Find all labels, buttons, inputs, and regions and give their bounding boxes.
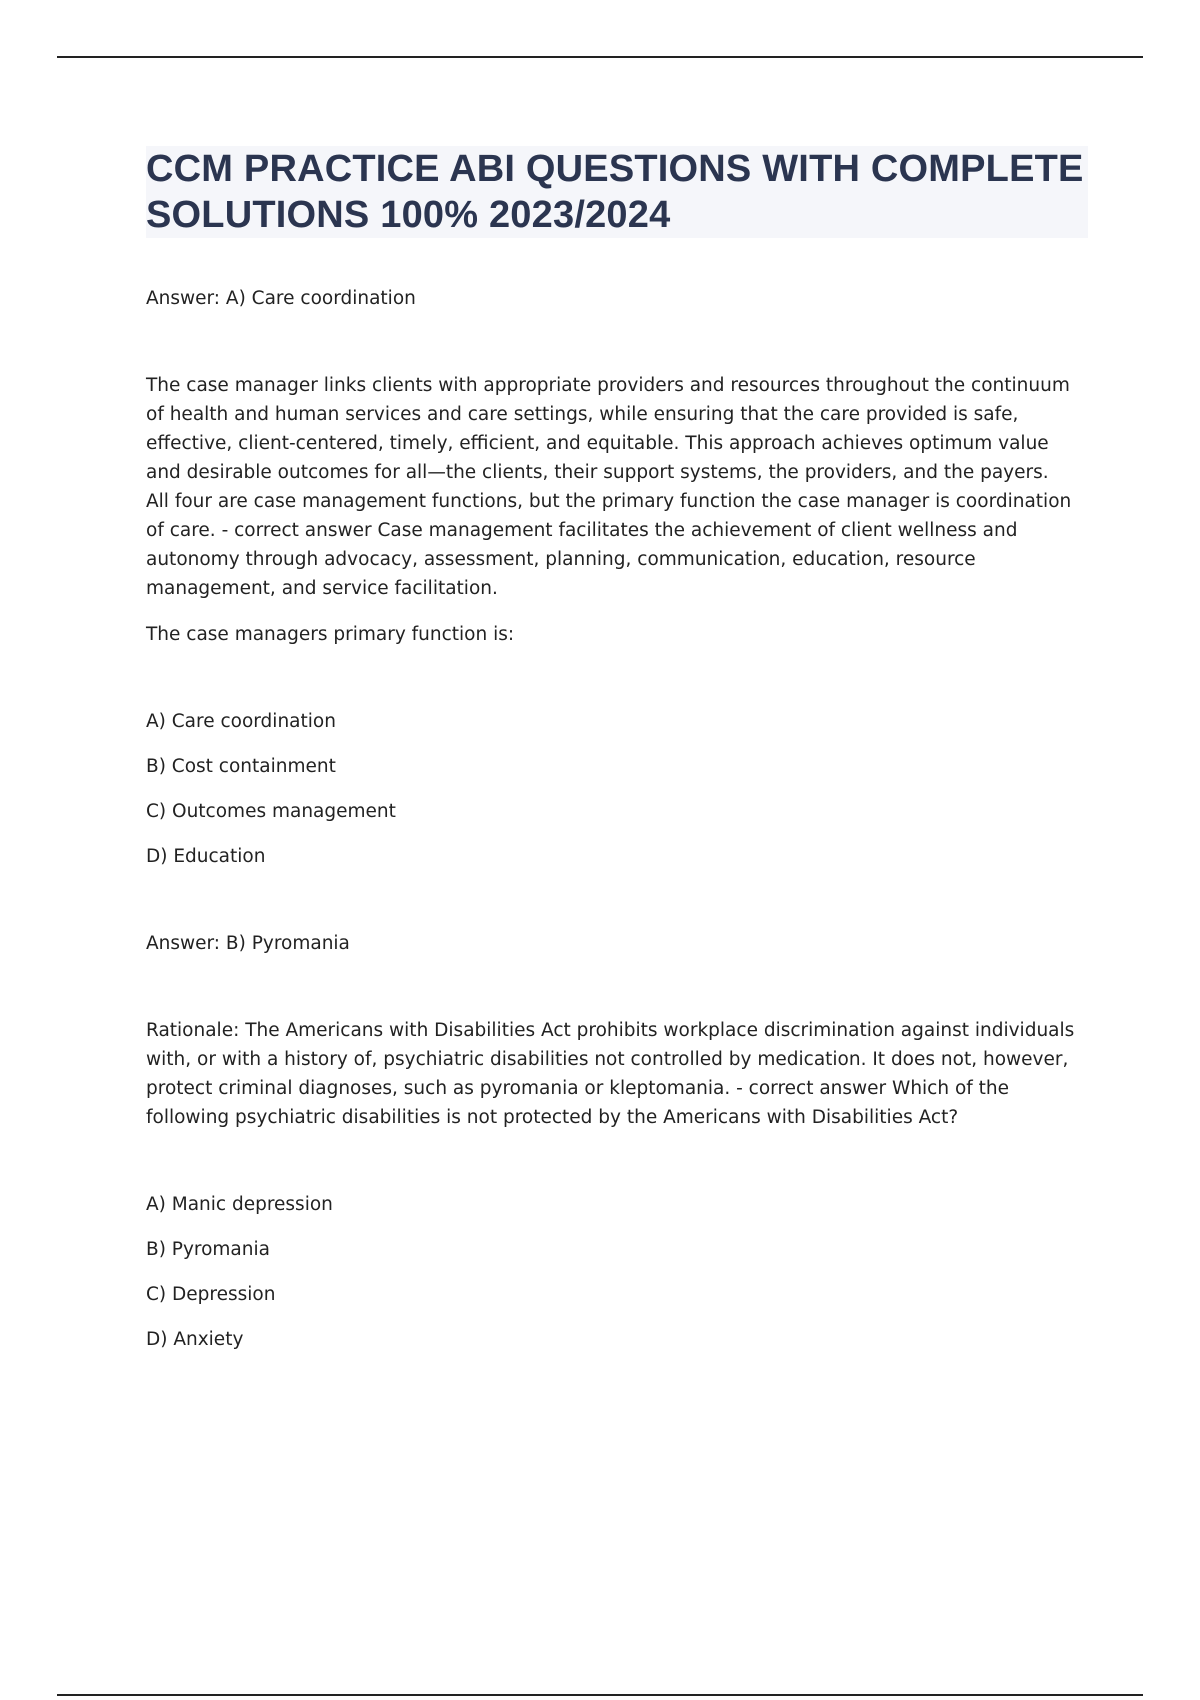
answer-option: C) Outcomes management <box>146 801 396 822</box>
answer-option: D) Education <box>146 846 266 867</box>
answer-line: Answer: A) Care coordination <box>146 288 416 309</box>
footer-divider <box>57 1694 1143 1696</box>
document-body <box>146 284 1076 1370</box>
answer-option: B) Pyromania <box>146 1239 270 1260</box>
answer-line: Answer: B) Pyromania <box>146 933 350 954</box>
answer-option: A) Care coordination <box>146 711 336 732</box>
answer-option: B) Cost containment <box>146 756 336 777</box>
rationale-paragraph: The case manager links clients with appropriate providers and resources throughout the continuum of health and human services and care settings, while ensuring that the care provided is safe, effective, client-centered, timely, efficient, and equitable. This approach achieves optimum value and desirable outcomes for all—the clients, their support systems, the providers, and the payers. All four are case management functions, but the primary function the case manager is coordination of care. - correct answer Case management facilitates the achievement of client wellness and autonomy through advocacy, assessment, planning, communication, education, resource management, and service facilitation. <box>146 375 1072 599</box>
answer-option: A) Manic depression <box>146 1194 333 1215</box>
rationale-paragraph: Rationale: The Americans with Disabilities Act prohibits workplace discrimination against individuals with, or with a history of, psychiatric disabilities not controlled by medication. It does not, however, protect criminal diagnoses, such as pyromania or kleptomania. - correct answer Which of the following psychiatric disabilities is not protected by the Americans with Disabilities Act? <box>146 1020 1075 1128</box>
answer-option: D) Anxiety <box>146 1329 244 1350</box>
question-text: The case managers primary function is: <box>146 624 515 645</box>
answer-option: C) Depression <box>146 1284 276 1305</box>
header-divider <box>57 56 1143 58</box>
title-banner <box>146 146 1088 238</box>
document-title: CCM PRACTICE ABI QUESTIONS WITH COMPLETE SOLUTIONS 100% 2023/2024 <box>146 148 1084 236</box>
